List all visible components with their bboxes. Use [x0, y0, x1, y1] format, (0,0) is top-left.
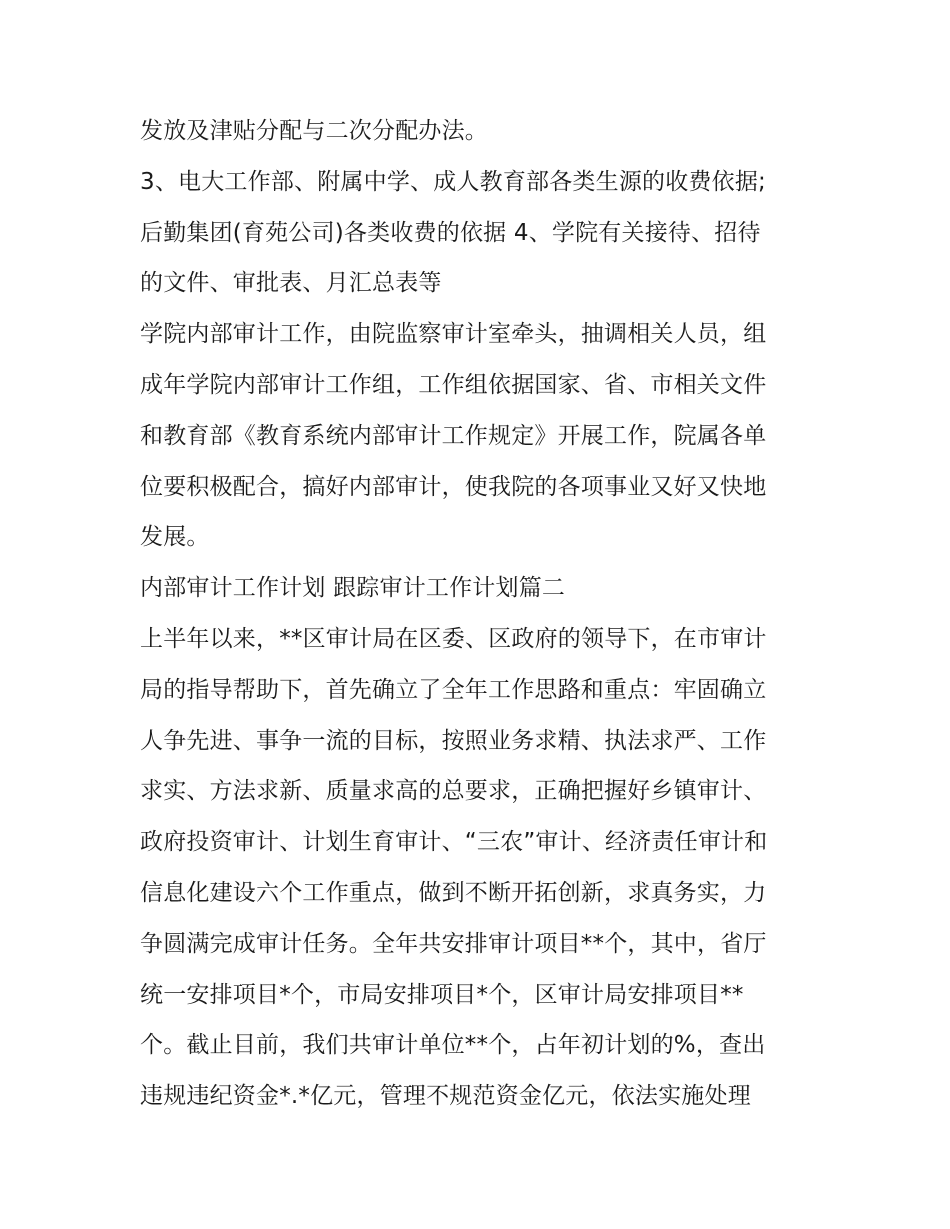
text-line: 争圆满完成审计任务。全年共安排审计项目**个，其中，省厅 — [140, 930, 767, 957]
text-line: 后勤集团(育苑公司)各类收费的依据 4、学院有关接待、招待 — [140, 219, 761, 246]
text-line: 学院内部审计工作，由院监察审计室牵头，抽调相关人员，组 — [140, 321, 767, 348]
text-line: 成年学院内部审计工作组，工作组依据国家、省、市相关文件 — [140, 371, 767, 398]
text-line: 求实、方法求新、质量求高的总要求，正确把握好乡镇审计、 — [140, 778, 767, 805]
document-body — [140, 106, 820, 1122]
section-heading: 内部审计工作计划 跟踪审计工作计划篇二 — [140, 575, 566, 602]
text-line: 的文件、审批表、月汇总表等 — [140, 270, 442, 297]
text-line: 个。截止目前，我们共审计单位**个，占年初计划的%，查出 — [140, 1032, 766, 1059]
text-line: 政府投资审计、计划生育审计、“三农”审计、经济责任审计和 — [140, 829, 768, 856]
text-line: 局的指导帮助下，首先确立了全年工作思路和重点：牢固确立 — [140, 676, 767, 703]
text-line: 违规违纪资金*.*亿元，管理不规范资金亿元，依法实施处理 — [140, 1083, 751, 1110]
text-line: 人争先进、事争一流的目标，按照业务求精、执法求严、工作 — [140, 727, 767, 754]
text-line: 上半年以来，**区审计局在区委、区政府的领导下，在市审计 — [140, 625, 767, 652]
text-line: 发展。 — [140, 524, 210, 551]
text-line: 和教育部《教育系统内部审计工作规定》开展工作，院属各单 — [140, 422, 767, 449]
text-line: 3、电大工作部、附属中学、成人教育部各类生源的收费依据; — [140, 168, 766, 195]
text-line: 发放及津贴分配与二次分配办法。 — [140, 118, 488, 144]
text-line: 位要积极配合，搞好内部审计，使我院的各项事业又好又快地 — [140, 473, 767, 500]
text-line: 信息化建设六个工作重点，做到不断开拓创新，求真务实，力 — [140, 879, 767, 906]
text-line: 统一安排项目*个，市局安排项目*个，区审计局安排项目** — [140, 981, 744, 1008]
